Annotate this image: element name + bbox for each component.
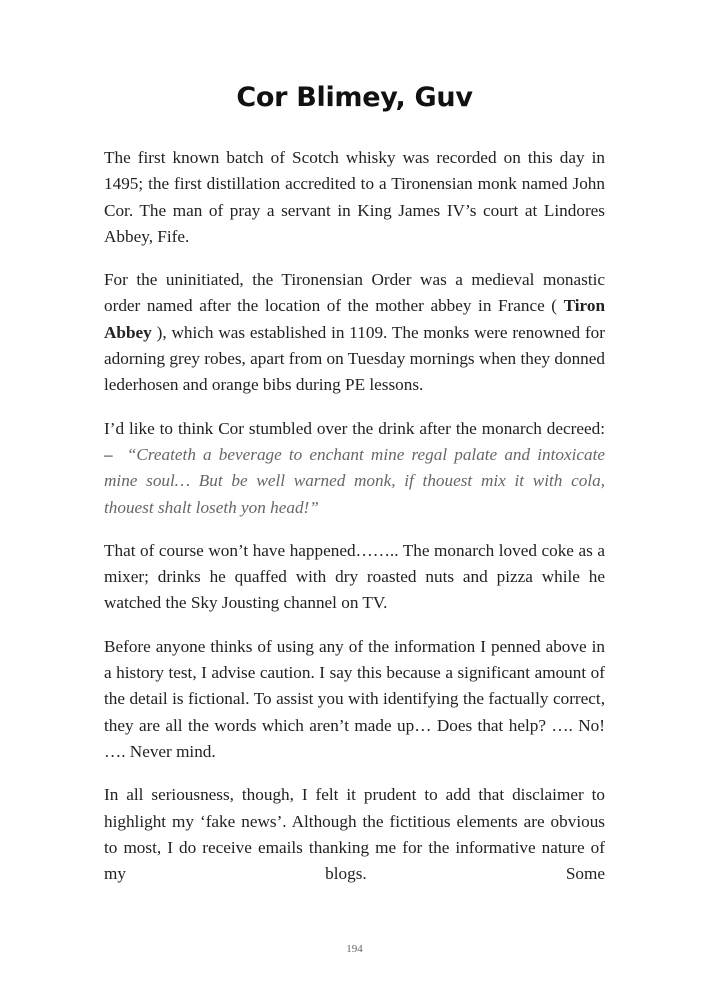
paragraph-2: [104, 267, 605, 398]
paragraph-2-text-b: ), which was established in 1109. The monks were renowned for adorning grey robes, apart from on Tuesday mornings when they donned lederhosen and orange bibs during PE lessons.: [104, 322, 605, 395]
paragraph-1: The first known batch of Scotch whisky was recorded on this day in 1495; the first distillation accredited to a Tironensian monk named John Cor. The man of pray a servant in King James IV’s court at Lindores Abbey, Fife.: [104, 148, 605, 246]
chapter-title: Cor Blimey, Guv: [236, 82, 473, 113]
paragraph-4: That of course won’t have happened…….. The monarch loved coke as a mixer; drinks he quaffed with dry roasted nuts and pizza while he watched the Sky Jousting channel on TV.: [104, 540, 605, 613]
paragraph-2-text-a: For the uninitiated, the Tironensian Order was a medieval monastic order named after the location of the mother abbey in France (: [104, 270, 605, 316]
page-number: 194: [346, 943, 363, 955]
paragraph-5: Before anyone thinks of using any of the information I penned above in a history test, I advise caution. I say this because a significant amount of the detail is fictional. To assist you with identifying the factually correct, they are all the words which aren’t made up… Does that help? …. No! …. Never mind.: [104, 636, 605, 761]
paragraph-3-intro: I’d like to think Cor stumbled over the drink after the monarch decreed: –: [104, 418, 605, 464]
tiron-abbey-link-text: Tiron Abbey: [104, 296, 606, 342]
paragraph-6: In all seriousness, though, I felt it prudent to add that disclaimer to highlight my ‘fake news’. Although the fictitious elements are obvious to most, I do receive emails thanking me for the informative nature of my blogs. Some: [104, 785, 605, 884]
chapter-body: [104, 145, 605, 904]
paragraph-3: [104, 416, 605, 521]
decree-quote: “Createth a beverage to enchant mine regal palate and intoxicate mine soul… But be well warned monk, if thouest mix it with cola, thouest shalt loseth yon head!”: [104, 444, 605, 517]
